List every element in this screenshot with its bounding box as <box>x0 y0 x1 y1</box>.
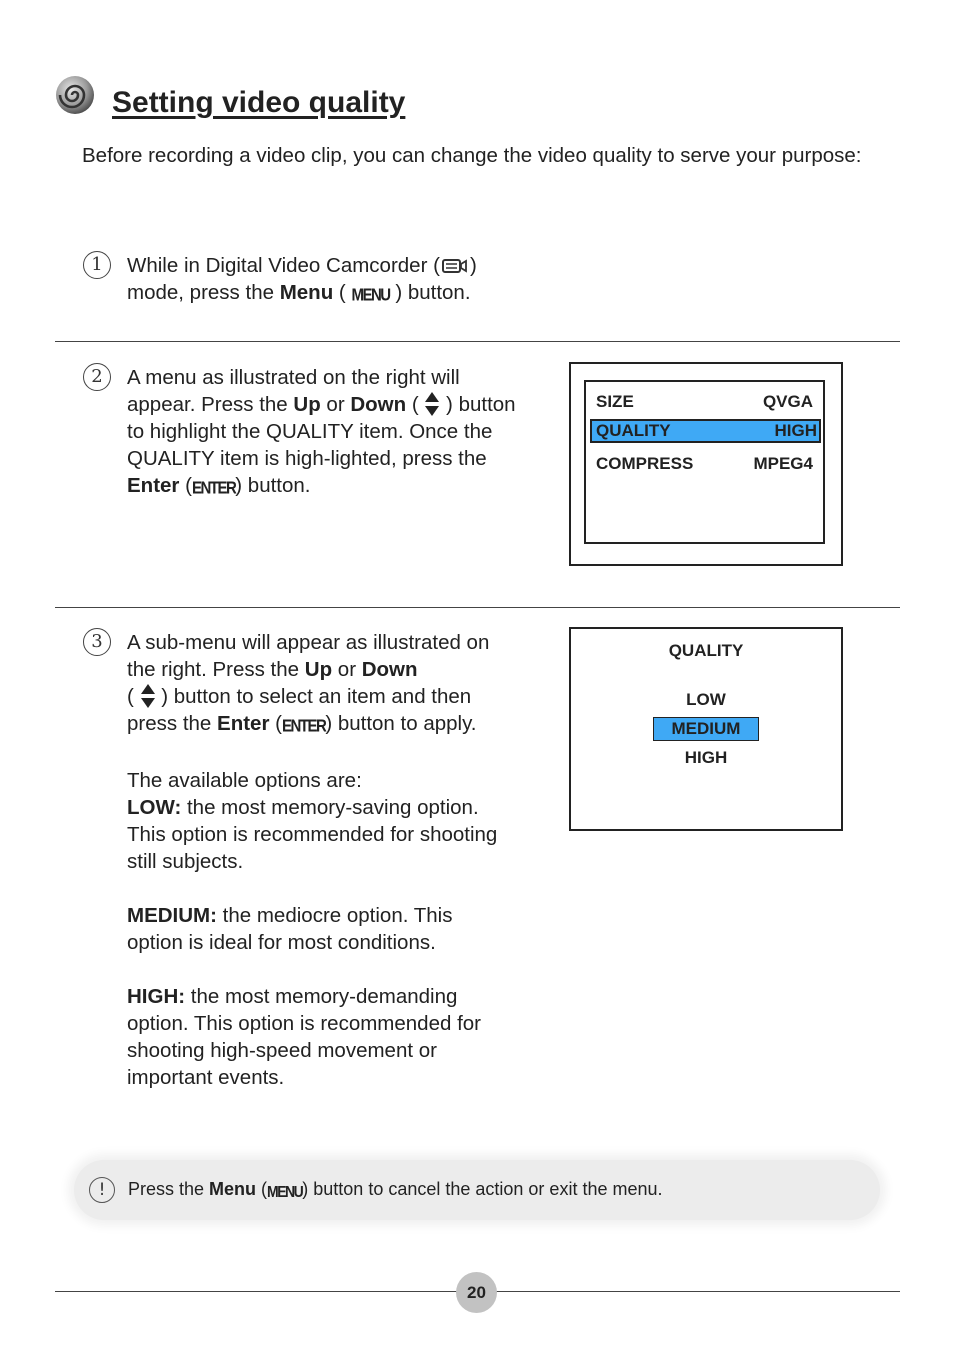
menu-button-icon: MENU <box>267 1181 303 1201</box>
intro-paragraph: Before recording a video clip, you can change the video quality to serve your purpose: <box>82 144 862 167</box>
menu-row-key: COMPRESS <box>596 454 694 473</box>
menu-row-quality-highlighted <box>590 419 821 443</box>
menu-row-key: QUALITY <box>596 421 671 440</box>
step-number-3: 3 <box>83 628 111 656</box>
menu-row-compress <box>592 452 817 474</box>
menu-row-value: HIGH <box>774 421 817 440</box>
option-high-description: HIGH: the most memory-demanding option. This option is recommended for shooting high-speed movement or important events. <box>127 985 482 1089</box>
menu-row-value: QVGA <box>762 392 813 411</box>
submenu-option-high: HIGH <box>684 748 728 767</box>
enter-button-icon: ENTER <box>191 478 236 499</box>
option-medium-description: MEDIUM: the mediocre option. This option is ideal for most conditions. <box>127 904 453 954</box>
page-title: Setting video quality <box>112 86 406 119</box>
page-number: 20 <box>456 1272 497 1313</box>
settings-menu-illustration <box>569 362 843 566</box>
up-down-arrows-icon <box>140 683 156 709</box>
section-divider <box>55 341 900 342</box>
step-2-text: A menu as illustrated on the right will appear. Press the Up or Down ( ) button to highlight the QUALITY item. Once the QUALITY item is high-lighted, press the Enter (ENTER) button. <box>127 364 519 502</box>
submenu-option-low: LOW <box>686 690 726 709</box>
menu-button-icon: MENU <box>351 285 390 306</box>
exclamation-icon: ! <box>89 1177 115 1203</box>
submenu-option-medium-selected: MEDIUM <box>653 717 759 741</box>
step-number-1: 1 <box>83 251 111 279</box>
note-text: Press the Menu (MENU) button to cancel the action or exit the menu. <box>128 1179 663 1201</box>
step-3-text: A sub-menu will appear as illustrated on the right. Press the Up or Down ( ) button to select an item and then press the Enter (ENTER) button to apply. The available options are: LOW: the most memory-saving option. This option is recommended for shooting still subjects. MEDIUM: the mediocre option. This option is ideal for most conditions. HIGH: the most memory-demanding option. This option is recommended for shooting high-speed movement or important events. <box>127 629 507 1091</box>
step-1-text: While in Digital Video Camcorder ( ) mode, press the Menu ( MENU ) button. <box>127 252 527 309</box>
note-box <box>74 1160 880 1220</box>
menu-row-size <box>592 390 817 412</box>
submenu-title: QUALITY <box>668 641 744 660</box>
options-intro: The available options are: <box>127 769 362 792</box>
up-down-arrows-icon <box>424 391 440 417</box>
option-low-description: LOW: the most memory-saving option. This option is recommended for shooting still subjects. <box>127 796 498 873</box>
swirl-logo-icon <box>54 74 96 116</box>
menu-screen-frame <box>584 380 825 544</box>
menu-row-value: MPEG4 <box>753 454 813 473</box>
step-number-2: 2 <box>83 363 111 391</box>
camcorder-mode-icon <box>440 255 470 273</box>
section-divider <box>55 607 900 608</box>
quality-submenu-illustration <box>569 627 843 831</box>
enter-button-icon: ENTER <box>281 716 326 737</box>
menu-row-key: SIZE <box>596 392 634 411</box>
